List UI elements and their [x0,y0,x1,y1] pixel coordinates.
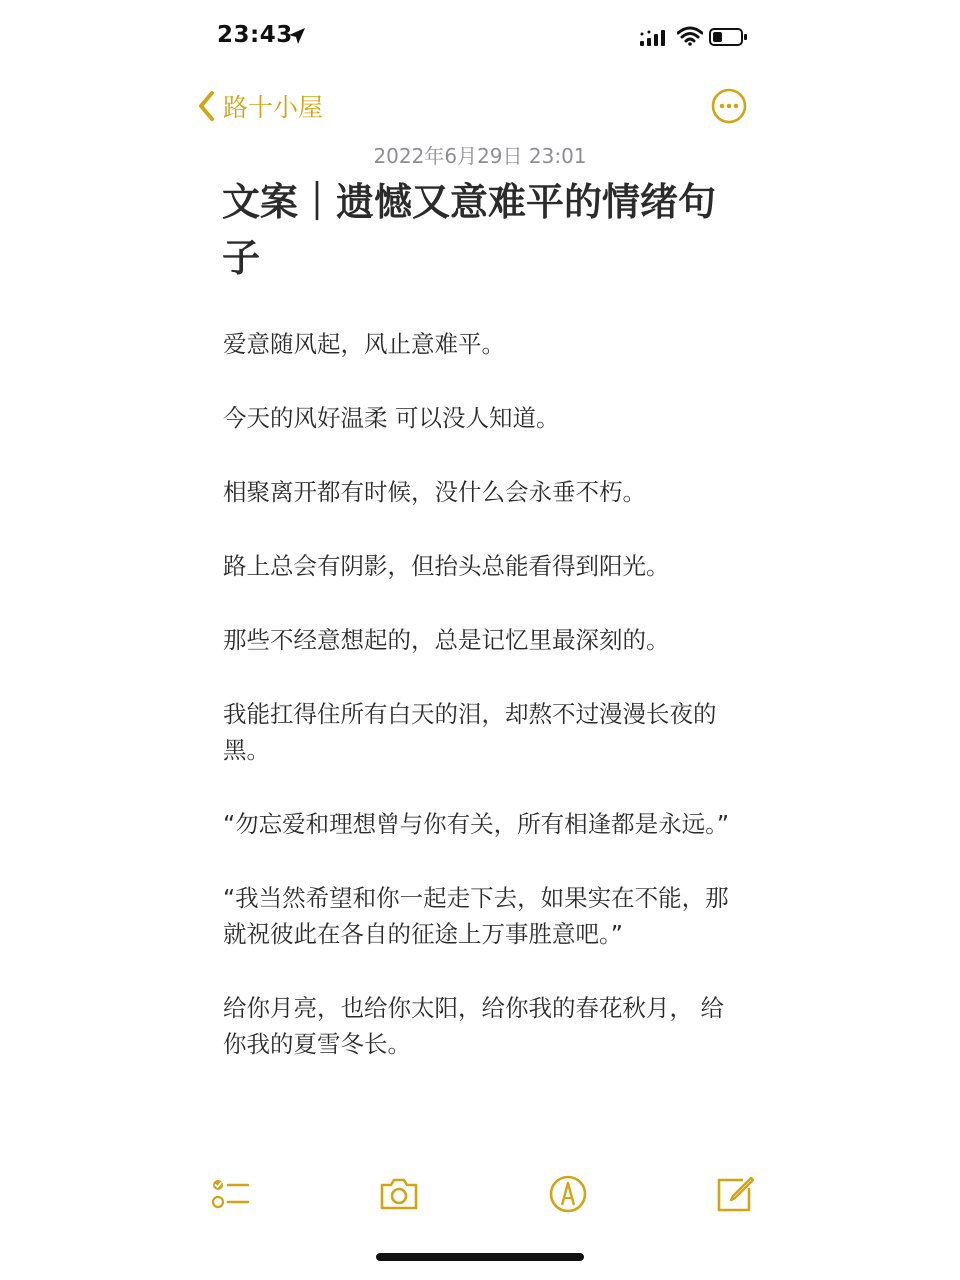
note-paragraph: 爱意随风起，风止意难平。 [223,330,505,358]
cellular-signal-icon [640,29,668,47]
note-body[interactable] [223,326,738,1100]
note-paragraph: 给你月亮，也给你太阳，给你我的春花秋月， 给你我的夏雪冬长。 [223,994,724,1058]
toolbar-fade [192,1150,768,1245]
note-paragraph: 那些不经意想起的，总是记忆里最深刻的。 [223,626,670,654]
note-date: 2022年6月29日 23:01 [373,144,587,168]
notes-screen [192,0,768,1280]
note-paragraph: 今天的风好温柔 可以没人知道。 [223,404,560,432]
note-paragraph: 路上总会有阴影，但抬头总能看得到阳光。 [223,552,670,580]
back-button-label: 路十小屋 [223,93,324,122]
note-title[interactable]: 文案｜遗憾又意难平的情绪句子 [222,180,717,280]
markup-icon[interactable] [546,1172,590,1216]
more-options-icon[interactable] [711,88,747,124]
camera-icon[interactable] [377,1172,421,1216]
chevron-left-icon [197,90,215,122]
wifi-icon [677,26,703,46]
checklist-icon[interactable] [208,1172,252,1216]
home-indicator[interactable] [376,1253,584,1261]
compose-icon[interactable] [713,1172,757,1216]
battery-icon [709,27,749,47]
note-paragraph: 我能扛得住所有白天的泪，却熬不过漫漫长夜的黑。 [223,700,717,764]
note-paragraph: 相聚离开都有时候，没什么会永垂不朽。 [223,478,646,506]
location-arrow-icon [287,26,307,46]
status-time: 23:43 [217,22,293,48]
note-paragraph: “我当然希望和你一起走下去，如果实在不能，那就祝彼此在各自的征途上万事胜意吧。” [223,884,729,948]
note-paragraph: “勿忘爱和理想曾与你有关，所有相逢都是永远。” [223,810,730,838]
back-button[interactable] [197,86,323,126]
